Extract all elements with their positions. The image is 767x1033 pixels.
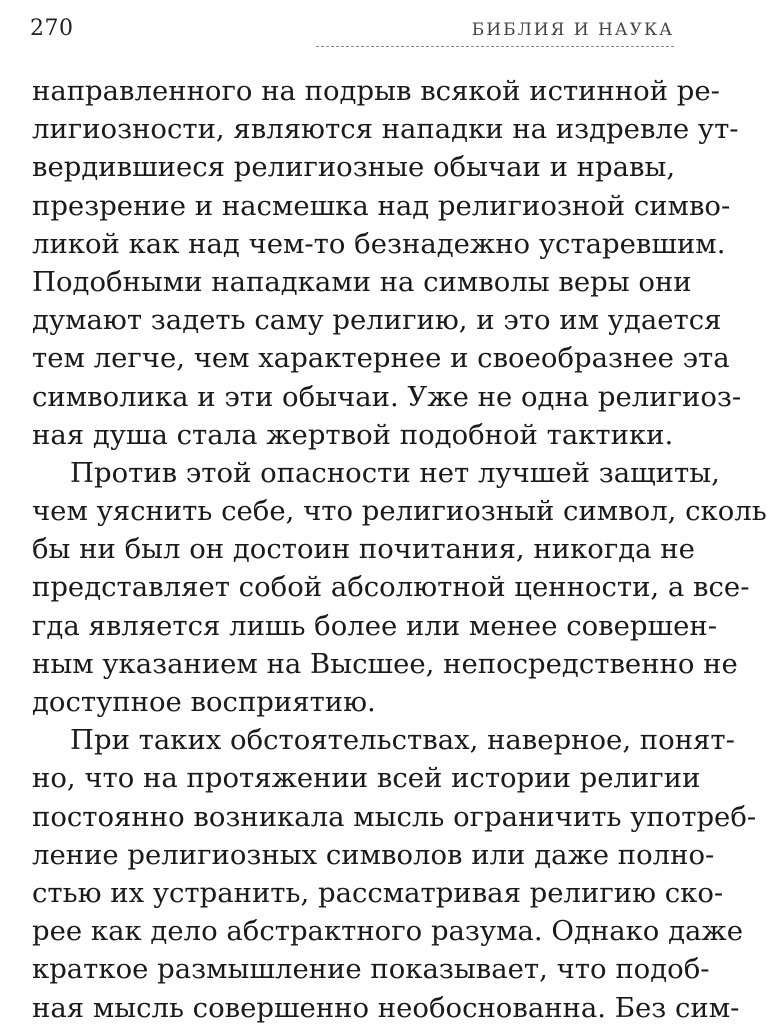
paragraph-first-line: При таких обстоятельствах, наверное, понят- [70,724,735,757]
page-header [30,12,674,48]
text-line: лигиозности, являются нападки на издревле ут- [32,113,739,146]
text-line: бы ни был он достоин почитания, никогда не [32,533,695,566]
text-line: направленного на подрыв всякой истинной ре- [32,75,720,107]
text-line: стью их устранить, рассматривая религию ско- [32,876,724,909]
text-line: чем уяснить себе, что религиозный символ, сколь [32,495,767,528]
text-line: доступное восприятию. [32,686,376,718]
text-line: постоянно возникала мысль ограничить употреб- [32,800,757,833]
text-line: краткое размышление показывает, что подоб- [32,953,710,986]
text-line: символика и эти обычаи. Уже не одна религиоз- [32,380,742,413]
text-line: ликой как над чем-то безнадежно устаревшим. [32,227,726,260]
text-line: ным указанием на Высшее, непосредственно не [32,647,738,680]
text-line: Подобными нападками на символы веры они [32,265,692,298]
text-line: представляет собой абсолютной ценности, а все- [32,571,750,604]
text-line: но, что на протяжении всей истории религии [32,762,701,795]
text-line: ление религиозных символов или даже полно- [32,838,715,871]
text-line: рее как дело абстрактного разума. Однако даже [32,915,743,948]
paragraph-first-line: Против этой опасности нет лучшей защиты, [70,456,720,489]
text-line: думают задеть саму религию, и это им удается [32,304,722,337]
text-line: гда является лишь более или менее совершен- [32,609,717,642]
header-rule [316,46,674,47]
text-line: вердившиеся религиозные обычаи и нравы, [32,151,676,184]
running-head: БИБЛИЯ И НАУКА [471,20,674,40]
text-line: презрение и насмешка над религиозной симво- [32,189,731,222]
page-number: 270 [30,16,74,41]
text-line: ная душа стала жертвой подобной тактики. [32,418,674,451]
text-line: ная мысль совершенно необоснованна. Без сим- [32,991,740,1024]
text-line: тем легче, чем характернее и своеобразнее эта [32,342,730,375]
body-text [32,72,767,1027]
